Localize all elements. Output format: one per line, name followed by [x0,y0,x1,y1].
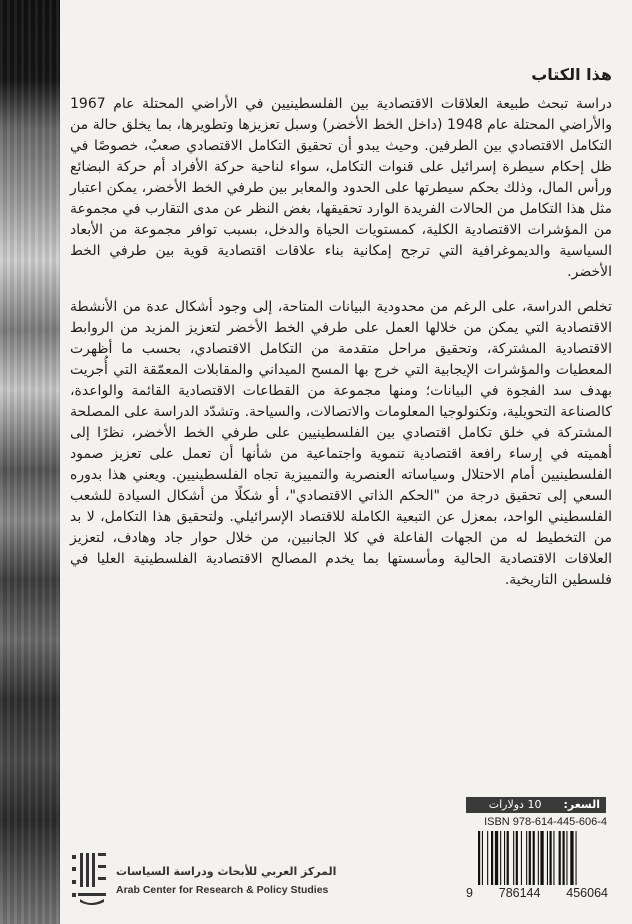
barcode-group-1: 786144 [498,886,541,900]
barcode-bar [538,831,539,885]
paragraph-2: تخلص الدراسة، على الرغم من محدودية البيانات المتاحة، إلى وجود أشكال عدة من الأنشطة الاقتصادية التي يمكن من خلالها العمل على طرفي الخط الأخضر لتعزيز المزيد من الروابط الاقتصادية المشتركة، وتحقيق مراحل متقدمة من التكامل الاقتصادي، بحسب ما أظهرت المعطيات والمؤشرات الإيجابية التي خرج بها المسح الميداني والمقابلات المعمّقة التي أُجريت بهدف سد الفجوة في البيانات؛ ومنها مجموعة من القطاعات الاقتصادية القائمة والواعدة، كالصناعة التحويلية، وتكنولوجيا المعلومات والاتصالات، والسياحة. وتشدّد الدراسة على المصلحة المشتركة في خلق تكامل اقتصادي بين الفلسطينيين على طرفي الخط الأخضر، نظرًا إلى أهميته في إرساء رافعة اقتصادية تنموية واجتماعية من شأنها أن تعمل على تعزيز صمود الفلسطينيين أمام الاحتلال وسياساته العنصرية والتمييزية تجاه الفلسطينيين. ويعني هذا بدوره السعي إلى تحقيق درجة من "الحكم الذاتي الاقتصادي"، أو شكلًا من أشكال السيادة للشعب الفلسطيني الواحد، بمعزل عن التبعية الكاملة للاقتصاد الإسرائيلي. ولتحقيق هذا التكامل، لا بد من التخطيط له من الجهات الفاعلة في كلا الجانبين، من خلال حوار جاد وهادف، لتعزيز العلاقات الاقتصادية الحالية ومأسستها بما يخدم المصالح الاقتصادية الفلسطينية العليا في فلسطين التاريخية. [70,299,612,588]
publisher-name-arabic: المركز العربي للأبحاث ودراسة السياسات [116,865,337,878]
barcode-bar [482,831,483,885]
publisher-logo-icon [72,853,106,907]
isbn: ISBN 978-614-445-606-4 [484,816,607,828]
barcode-bar [504,831,505,885]
barcode-digit-first: 9 [466,886,473,900]
price-label [466,797,606,813]
barcode-bar [487,831,488,885]
barcode-bar [559,831,561,885]
barcode-bar [550,831,552,885]
barcode-bar [529,831,531,885]
barcode-bar [540,831,543,885]
publisher-name-english: Arab Center for Research & Policy Studies [116,884,329,896]
barcode [478,831,606,885]
barcode-bar [526,831,527,885]
price-caption: السعر: [563,798,600,811]
barcode-bar [495,831,498,885]
barcode-bar [521,831,522,885]
barcode-bar [566,831,567,885]
barcode-bar [563,831,565,885]
barcode-number [466,886,608,901]
barcode-bar [500,831,501,885]
section-heading: هذا الكتاب [531,65,612,84]
barcode-group-2: 456064 [566,886,608,900]
barcode-bar [570,831,573,885]
barcode-bar [478,831,480,885]
barcode-bar [547,831,548,885]
barcode-bar [553,831,554,885]
barcode-bar [507,831,509,885]
barcode-bar [516,831,518,885]
barcode-bar [533,831,535,885]
barcode-bar [513,831,514,885]
back-cover-footer [0,797,632,924]
barcode-bar [576,831,577,885]
back-cover-text [70,64,612,797]
paragraph-1: دراسة تبحث طبيعة العلاقات الاقتصادية بين الفلسطينيين في الأراضي المحتلة عام 1967 والأراضي المحتلة عام 1948 (داخل الخط الأخضر) وسبل تعزيزها وتطويرها، بما يخلق حالة من التكامل الاقتصادي بين الطرفين. وحيث يبدو أن تحقيق التكامل الاقتصادي صعبٌ، خصوصًا في ظل إحكام سيطرة إسرائيل على قنوات التكامل، سواء لناحية حركة الأفراد أم حركة البضائع ورأس المال، وذلك بحكم سيطرتها على الحدود والمعابر بين طرفي الخط الأخضر، يمكن اعتبار مثل هذا التكامل من الحالات الفريدة الوارد تحقيقها، بغض النظر عن مدى التقارب في مجموعة من المؤشرات الاقتصادية الكلية، كمستويات الحياة والدخل، بسبب توافر مجموعة من الأبعاد السياسية والديموغرافية التي ترجح إمكانية بناء علاقات اقتصادية قوية بين طرفي الخط الأخضر. [70,96,613,280]
barcode-bar [491,831,493,885]
price-value: 10 دولارات [488,798,542,811]
